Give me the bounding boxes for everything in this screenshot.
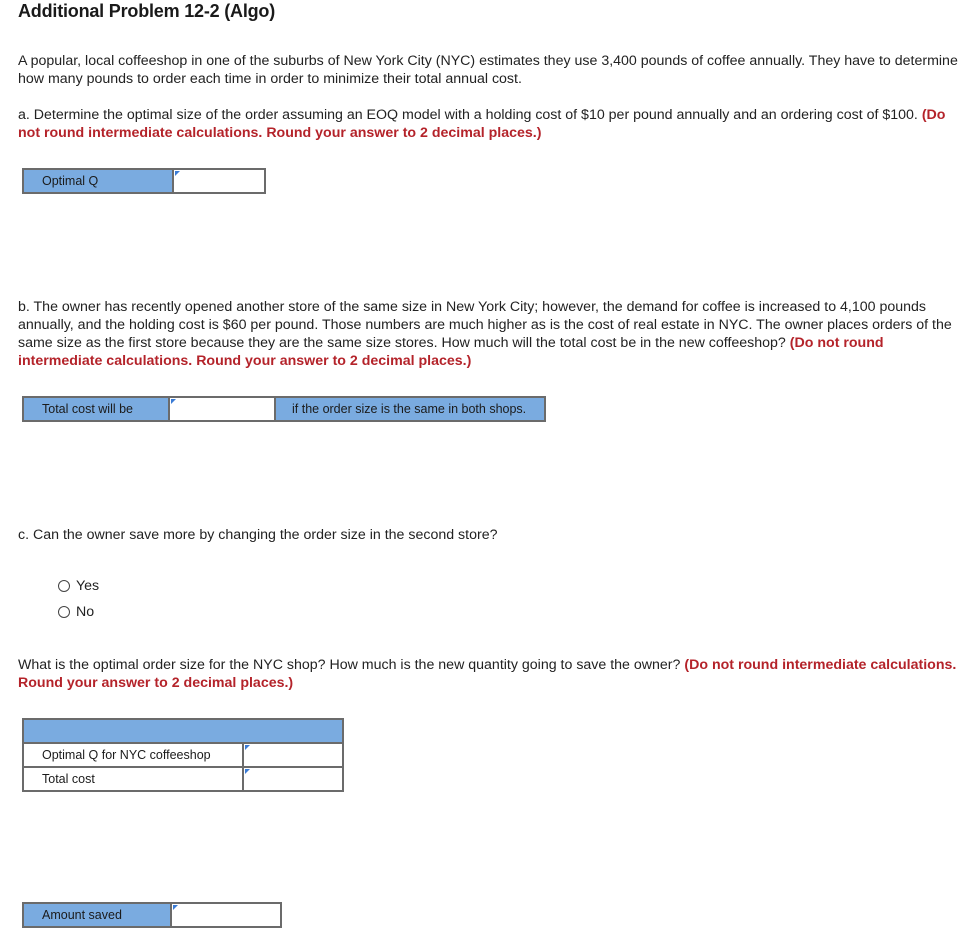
amount-saved-label: Amount saved — [24, 904, 170, 926]
total-cost-cell — [168, 398, 274, 420]
radio-button-icon[interactable] — [58, 580, 70, 592]
total-cost-input[interactable] — [170, 398, 274, 420]
radio-yes[interactable] — [58, 578, 99, 594]
amount-saved-row — [22, 902, 282, 928]
radio-no[interactable] — [58, 604, 94, 620]
optimal-q-row — [22, 168, 266, 194]
table-row — [24, 744, 342, 766]
nyc-answer-table — [22, 718, 344, 792]
input-marker-icon — [171, 399, 176, 404]
amount-saved-cell — [170, 904, 280, 926]
part-a-paragraph — [18, 106, 958, 142]
radio-yes-label: Yes — [76, 578, 100, 594]
total-cost-label: Total cost will be — [24, 398, 168, 420]
nyc-table-header — [24, 720, 342, 744]
total-cost-suffix: if the order size is the same in both shops. — [274, 398, 544, 420]
total-cost-row — [22, 396, 546, 422]
nyc-total-cost-input[interactable] — [244, 768, 342, 790]
part-c-note: (Do not round intermediate calculations. Round your answer to 2 decimal places.) — [18, 657, 957, 691]
input-marker-icon — [173, 905, 178, 910]
nyc-total-cost-label: Total cost — [24, 768, 242, 790]
optimal-q-label: Optimal Q — [24, 170, 172, 192]
optimal-q-input[interactable] — [174, 170, 264, 192]
part-a-note: (Do not round intermediate calculations. Round your answer to 2 decimal places.) — [18, 107, 946, 141]
part-c-paragraph: c. Can the owner save more by changing the order size in the second store? — [18, 527, 498, 543]
nyc-optimal-q-input[interactable] — [244, 744, 342, 766]
nyc-total-cost-cell — [242, 768, 342, 790]
input-marker-icon — [245, 745, 250, 750]
part-c-question: What is the optimal order size for the NYC shop? How much is the new quantity going to save the owner? — [18, 657, 681, 673]
part-a-text: a. Determine the optimal size of the order assuming an EOQ model with a holding cost of $10 per pound annually and an ordering cost of $100. — [18, 107, 918, 123]
nyc-optimal-q-label: Optimal Q for NYC coffeeshop — [24, 744, 242, 766]
radio-no-label: No — [76, 604, 95, 620]
amount-saved-input[interactable] — [172, 904, 280, 926]
input-marker-icon — [175, 171, 180, 176]
part-c-question-paragraph — [18, 656, 958, 692]
input-marker-icon — [245, 769, 250, 774]
nyc-optimal-q-cell — [242, 744, 342, 766]
part-b-paragraph — [18, 298, 958, 370]
table-row — [24, 766, 342, 790]
page-title: Additional Problem 12-2 (Algo) — [18, 1, 276, 21]
intro-paragraph: A popular, local coffeeshop in one of the suburbs of New York City (NYC) estimates they use 3,400 pounds of coffee annually. They have to determine how many pounds to order each time in order to minimize their total annual cost. — [18, 53, 958, 87]
optimal-q-cell — [172, 170, 264, 192]
part-b-note: (Do not round intermediate calculations. Round your answer to 2 decimal places.) — [18, 335, 884, 369]
radio-button-icon[interactable] — [58, 606, 70, 618]
part-b-text: b. The owner has recently opened another store of the same size in New York City; however, the demand for coffee is increased to 4,100 pounds annually, and the holding cost is $60 per pound. Those numbers are much higher as is the cost of real estate in NYC. The owner places orders of the same size as the first store because they are the same size stores. How much will the total cost be in the new coffeeshop? — [18, 299, 952, 351]
